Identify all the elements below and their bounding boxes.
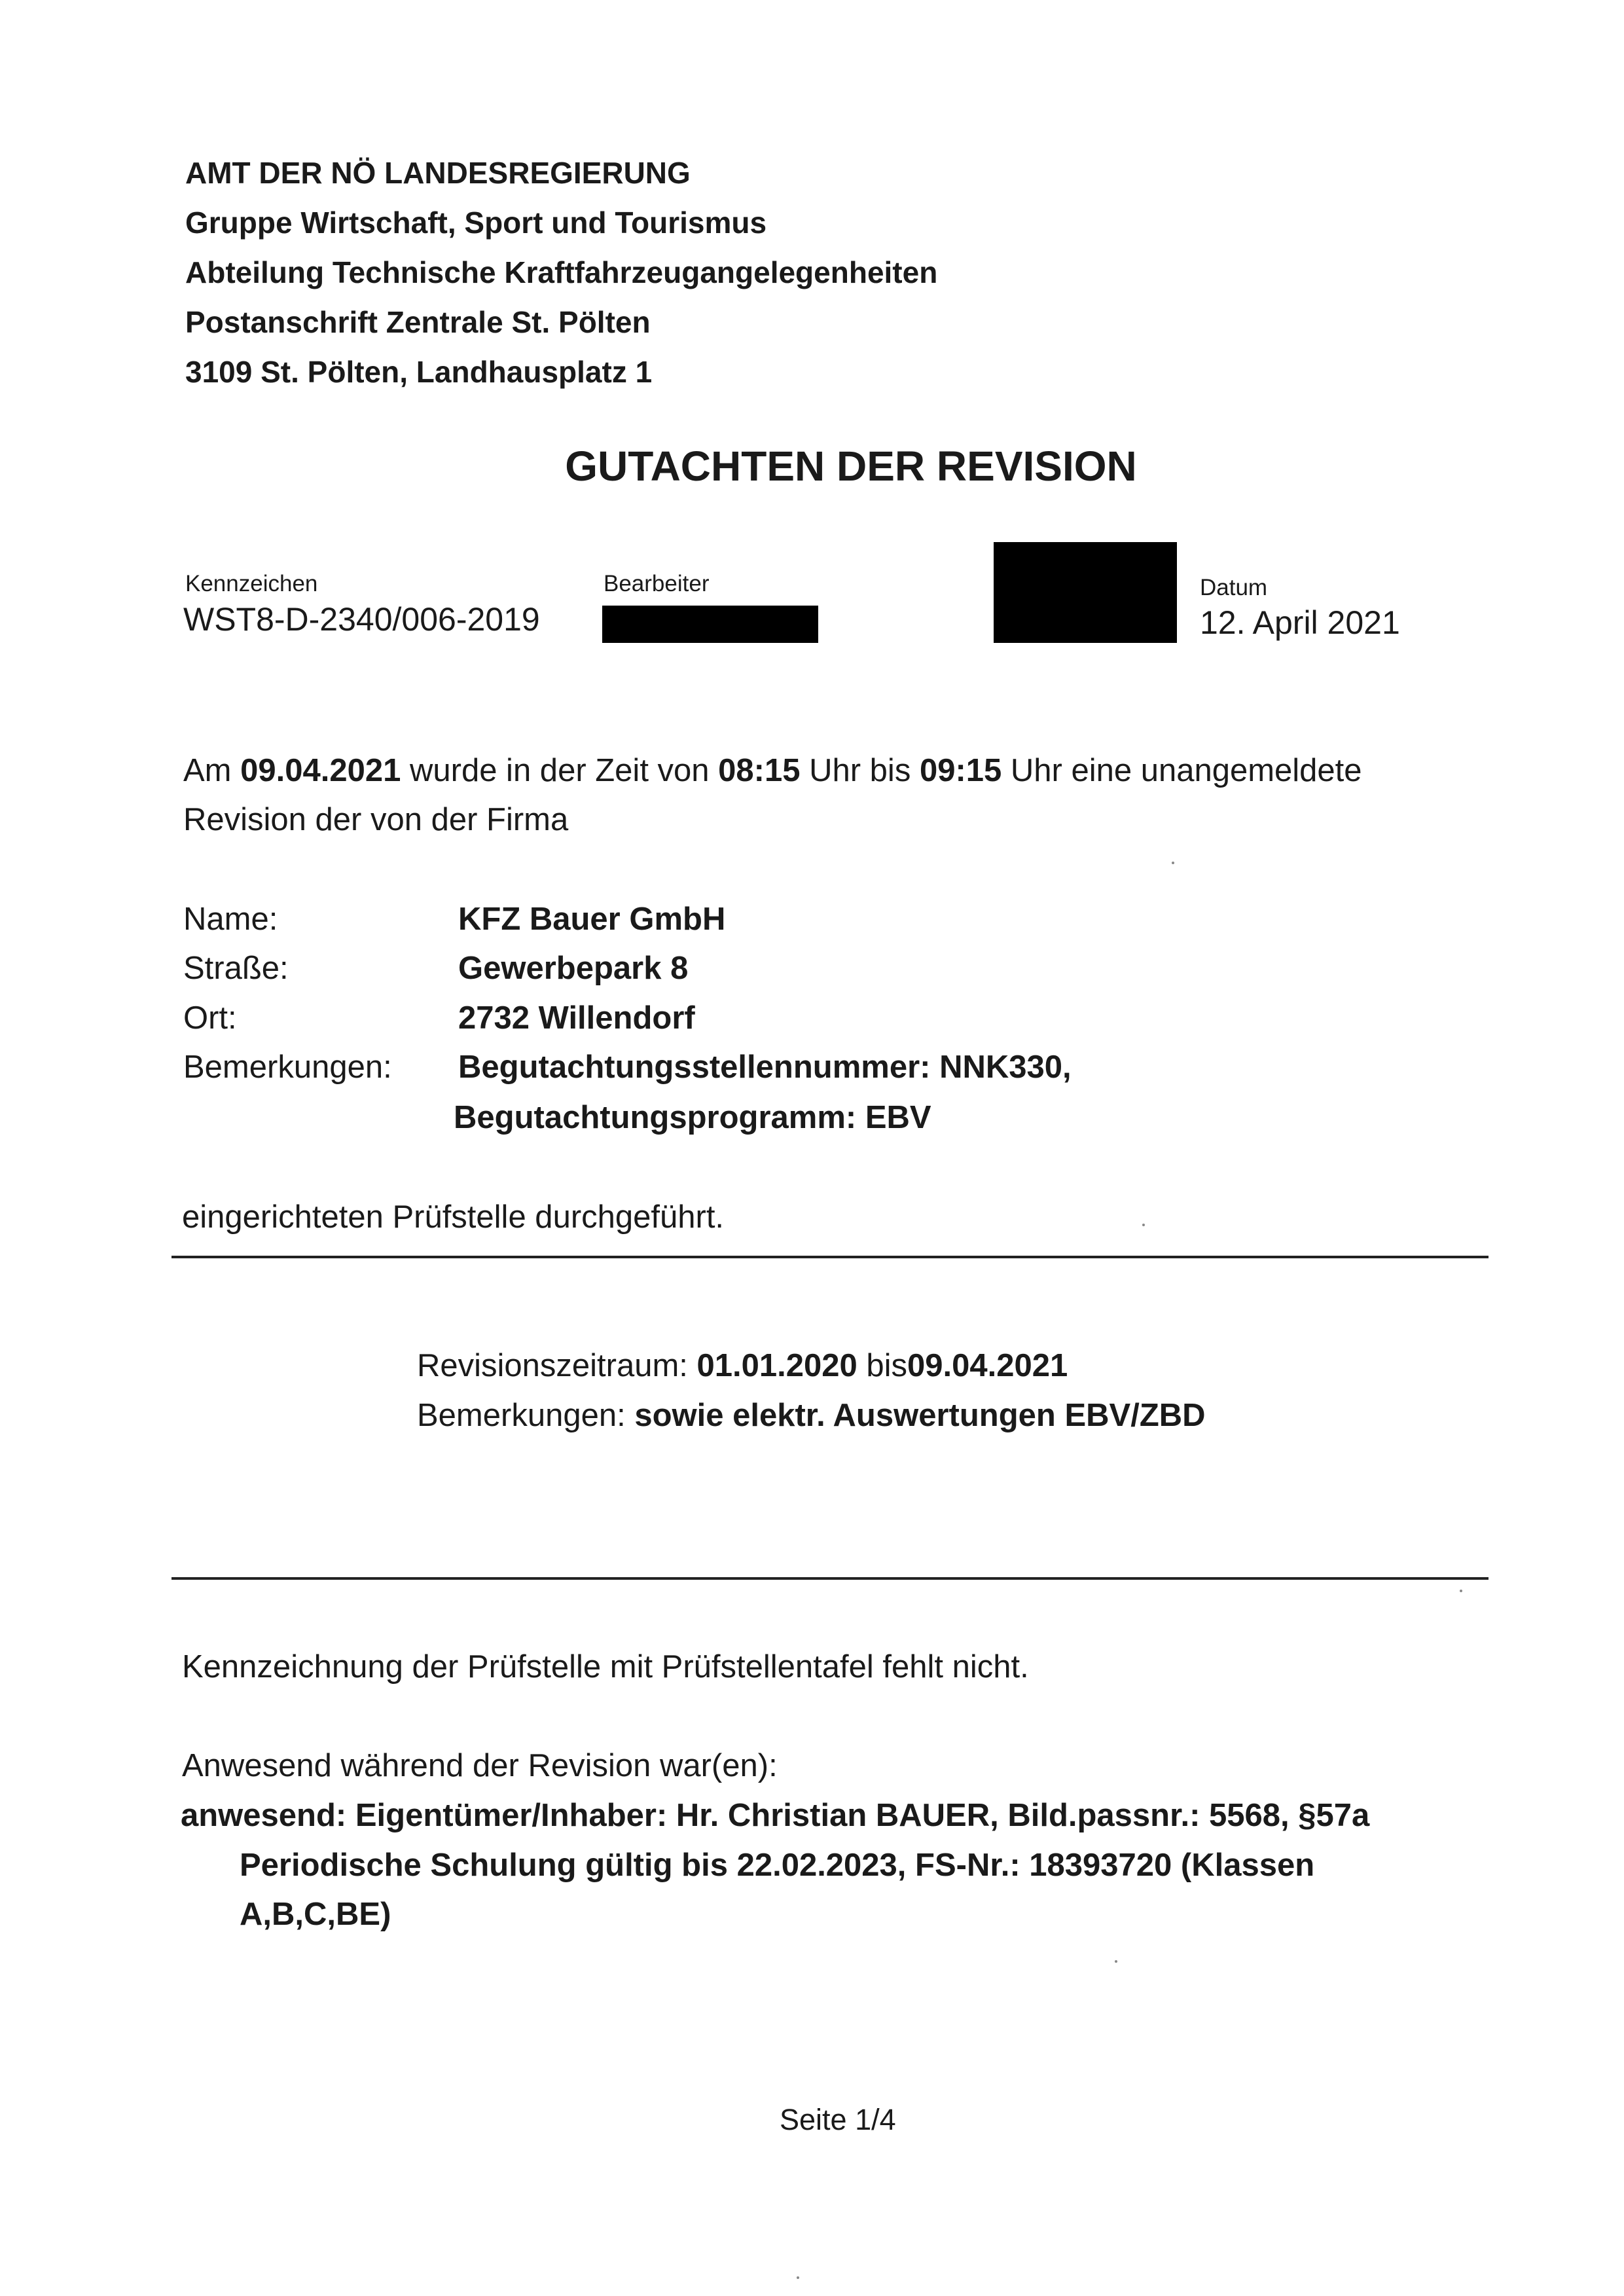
header-line-postal: Postanschrift Zentrale St. Pölten <box>185 305 651 339</box>
intro-line-1 <box>183 752 1362 789</box>
divider-1 <box>171 1256 1489 1258</box>
kennzeichen-label: Kennzeichen <box>185 571 318 596</box>
time-to: 09:15 <box>919 753 1002 788</box>
header-line-address: 3109 St. Pölten, Landhausplatz 1 <box>185 355 653 389</box>
header-line-department: Abteilung Technische Kraftfahrzeugangelegenheiten <box>185 255 938 289</box>
closing-sentence: eingerichteten Prüfstelle durchgeführt. <box>182 1199 725 1235</box>
anwesend-line-3: A,B,C,BE) <box>240 1897 391 1932</box>
scan-speck <box>1172 862 1174 864</box>
anwesend-intro: Anwesend während der Revision war(en): <box>182 1748 778 1783</box>
intro-text-3: Uhr eine unangemeldete <box>1001 753 1362 788</box>
zeitraum-bemerkungen-value: sowie elektr. Auswertungen EBV/ZBD <box>634 1398 1206 1433</box>
strasse-label: Straße: <box>183 951 289 986</box>
datum-value: 12. April 2021 <box>1200 604 1400 641</box>
revisionszeitraum-label: Revisionszeitraum: <box>417 1348 697 1383</box>
intro-line-2: Revision der von der Firma <box>183 802 569 837</box>
divider-2 <box>171 1577 1489 1580</box>
anwesend-line-2: Periodische Schulung gültig bis 22.02.2023, FS-Nr.: 18393720 (Klassen <box>240 1848 1315 1883</box>
header-line-agency: AMT DER NÖ LANDESREGIERUNG <box>185 156 691 190</box>
time-from: 08:15 <box>718 753 801 788</box>
name-label: Name: <box>183 902 278 937</box>
document-title: GUTACHTEN DER REVISION <box>565 443 1137 490</box>
datum-label: Datum <box>1200 575 1268 600</box>
anwesend-line-1: anwesend: Eigentümer/Inhaber: Hr. Christian BAUER, Bild.passnr.: 5568, §57a <box>181 1798 1370 1833</box>
ort-label: Ort: <box>183 1000 237 1036</box>
bemerkungen-label: Bemerkungen: <box>183 1049 392 1085</box>
intro-am: Am <box>183 753 241 788</box>
kennzeichnung-statement: Kennzeichnung der Prüfstelle mit Prüfstellentafel fehlt nicht. <box>182 1649 1029 1685</box>
kennzeichen-value: WST8-D-2340/006-2019 <box>183 601 540 638</box>
zeitraum-bis: bis <box>857 1348 908 1383</box>
bemerkungen-line-1: Begutachtungsstellennummer: NNK330, <box>458 1049 1072 1085</box>
bearbeiter-redaction <box>602 606 818 643</box>
intro-text-2: Uhr bis <box>800 753 920 788</box>
zeitraum-to: 09.04.2021 <box>907 1348 1068 1383</box>
zeitraum-from: 01.01.2020 <box>696 1348 857 1383</box>
zeitraum-bemerkungen-label: Bemerkungen: <box>417 1398 635 1433</box>
bearbeiter-label: Bearbeiter <box>604 571 710 596</box>
ort-value: 2732 Willendorf <box>458 1000 695 1036</box>
zeitraum-bemerkungen-line <box>417 1397 1206 1434</box>
strasse-value: Gewerbepark 8 <box>458 951 689 986</box>
scan-speck <box>1115 1960 1117 1963</box>
bemerkungen-line-2: Begutachtungsprogramm: EBV <box>454 1100 931 1135</box>
scan-speck <box>1142 1224 1145 1226</box>
header-line-group: Gruppe Wirtschaft, Sport und Tourismus <box>185 206 767 240</box>
revisionszeitraum-line <box>417 1347 1068 1384</box>
intro-text-1: wurde in der Zeit von <box>401 753 719 788</box>
name-value: KFZ Bauer GmbH <box>458 902 726 937</box>
scan-speck <box>1460 1590 1462 1592</box>
signature-redaction <box>994 542 1177 643</box>
inspection-date: 09.04.2021 <box>240 753 401 788</box>
scan-speck <box>797 2276 799 2279</box>
page-number: Seite 1/4 <box>780 2103 896 2136</box>
